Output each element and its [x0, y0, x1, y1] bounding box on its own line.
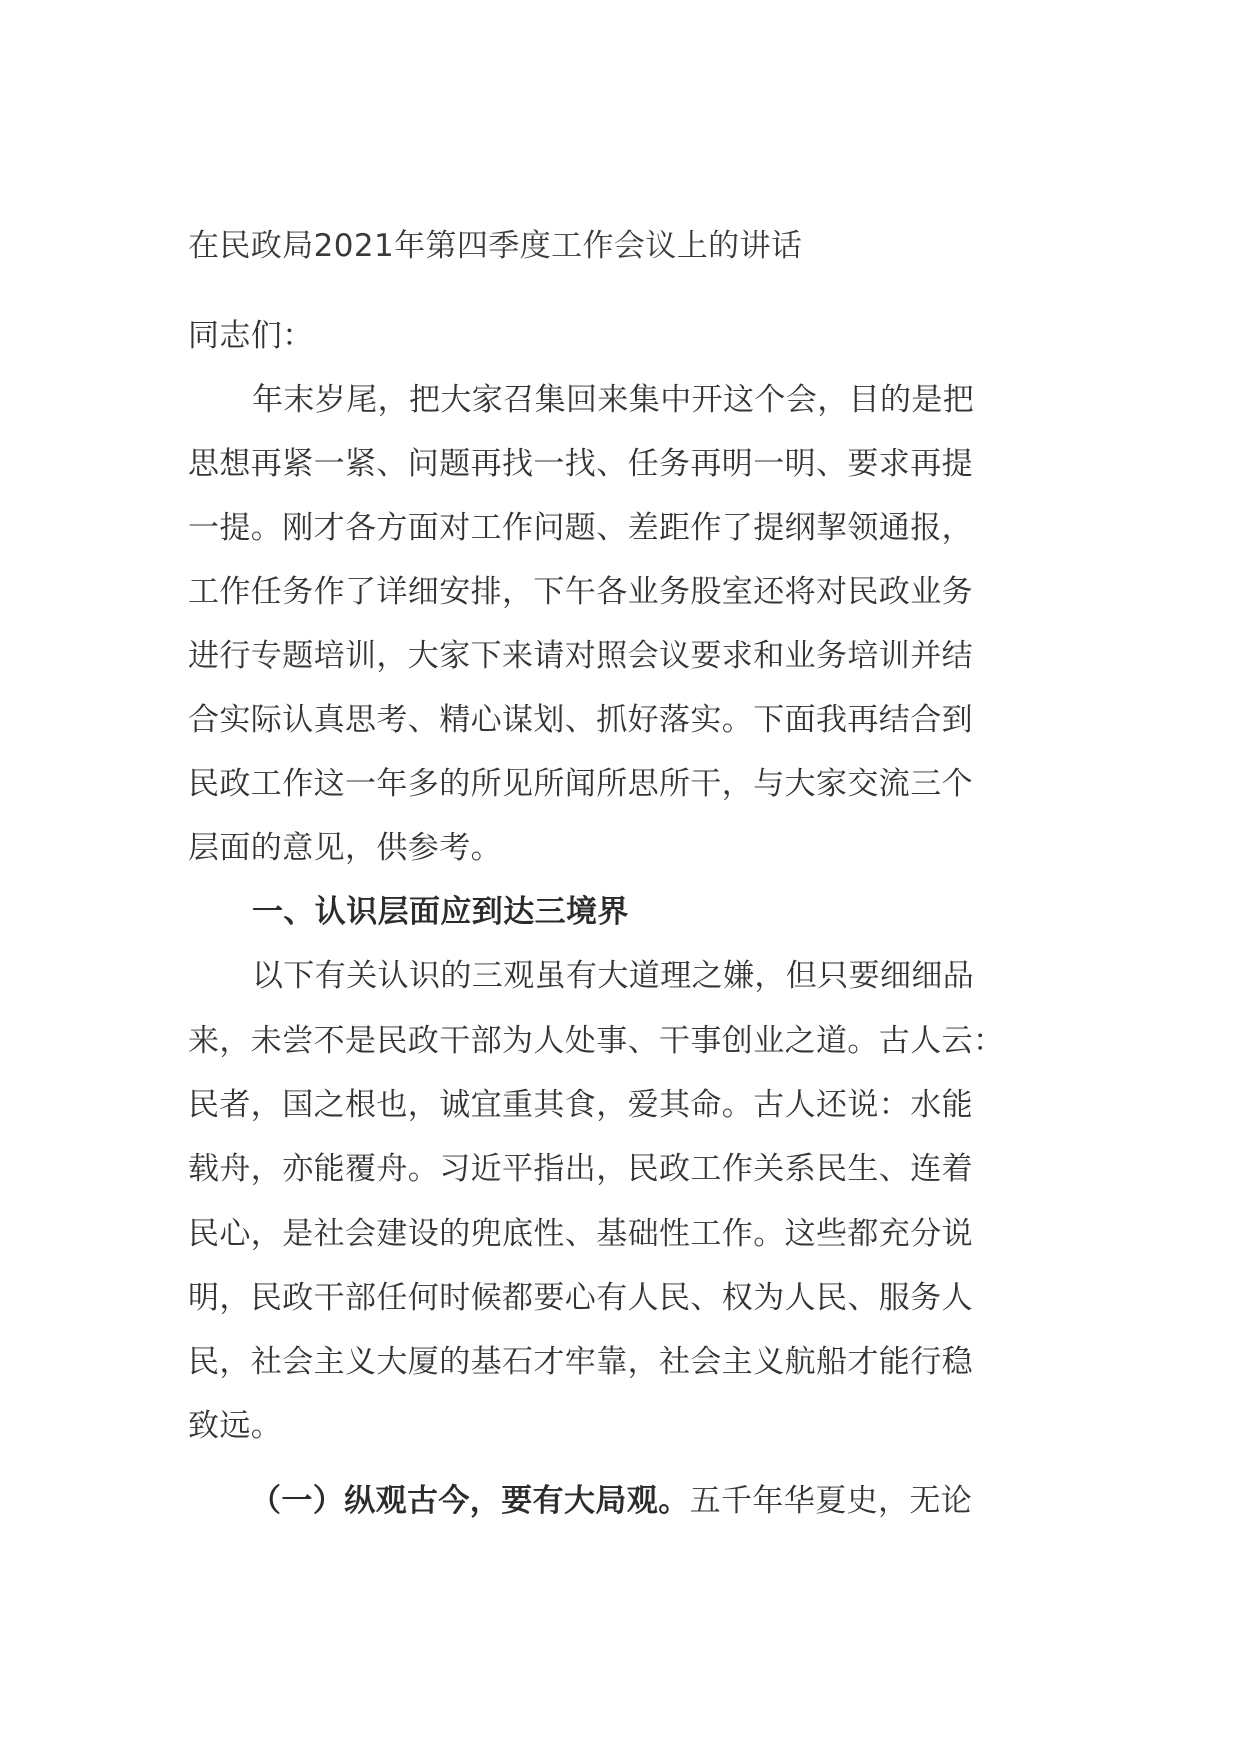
subsection-text: 五千年华夏史，无论 [689, 1483, 973, 1519]
paragraph-line: 致远。 [188, 1408, 283, 1444]
paragraph-line: 工作任务作了详细安排，下午各业务股室还将对民政业务 [188, 574, 973, 610]
paragraph-line: 明，民政干部任何时候都要心有人民、权为人民、服务人 [188, 1280, 973, 1316]
salutation: 同志们： [188, 318, 314, 354]
paragraph-line: 民，社会主义大厦的基石才牢靠，社会主义航船才能行稳 [188, 1344, 973, 1380]
paragraph-line: 民心，是社会建设的兜底性、基础性工作。这些都充分说 [188, 1216, 973, 1252]
paragraph-line: 来，未尝不是民政干部为人处事、干事创业之道。古人云： [188, 1023, 1005, 1059]
subsection-paragraph [250, 1481, 972, 1521]
paragraph-line: 民政工作这一年多的所见所闻所思所干，与大家交流三个 [188, 766, 973, 802]
paragraph-line: 载舟，亦能覆舟。习近平指出，民政工作关系民生、连着 [188, 1151, 973, 1187]
paragraph-line: 层面的意见，供参考。 [188, 830, 502, 866]
paragraph-line: 进行专题培训，大家下来请对照会议要求和业务培训并结 [188, 638, 973, 674]
paragraph-line: 年末岁尾，把大家召集回来集中开这个会，目的是把 [252, 382, 975, 418]
paragraph-line: 合实际认真思考、精心谋划、抓好落实。下面我再结合到 [188, 702, 973, 738]
document-title: 在民政局2021年第四季度工作会议上的讲话 [188, 228, 803, 264]
subsection-heading: （一）纵观古今，要有大局观。 [250, 1483, 690, 1519]
paragraph-line: 以下有关认识的三观虽有大道理之嫌，但只要细细品 [252, 958, 975, 994]
paragraph-line: 思想再紧一紧、问题再找一找、任务再明一明、要求再提 [188, 446, 973, 482]
paragraph-line: 一提。刚才各方面对工作问题、差距作了提纲挈领通报， [188, 510, 973, 546]
section-heading: 一、认识层面应到达三境界 [252, 894, 629, 930]
paragraph-line: 民者，国之根也，诚宜重其食，爱其命。古人还说：水能 [188, 1087, 973, 1123]
